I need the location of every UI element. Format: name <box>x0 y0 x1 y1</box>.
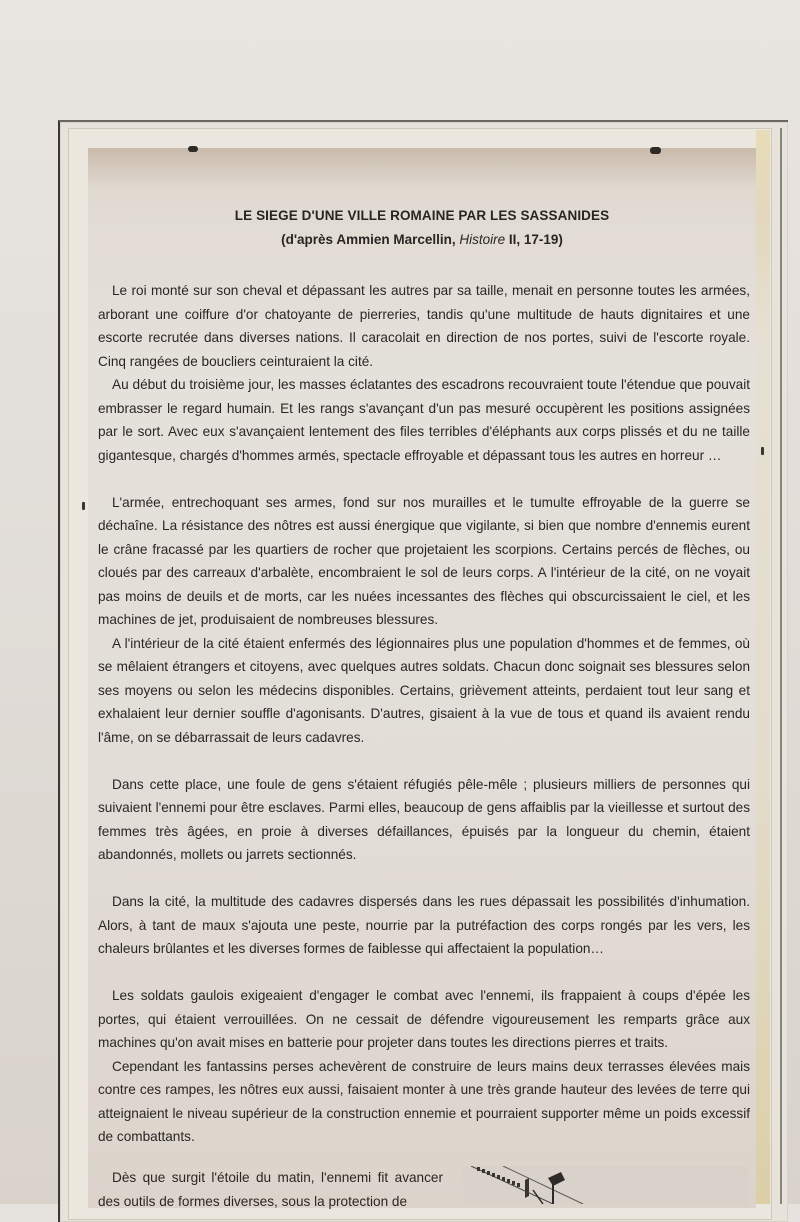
paragraph: Cependant les fantassins perses achevèrent de construire de leurs mains deux terrasses élevées mais contre ces rampes, les nôtres eux aussi, faisaient monter à une très grande hauteur des levées de terre qui atteignaient le niveau supérieur de la construction ennemie et pourraient supporter même un poids excessif de combattants. <box>98 1058 750 1144</box>
panel-subtitle <box>88 232 756 247</box>
panel-body-continued <box>98 1166 443 1213</box>
panel-body <box>98 279 750 1149</box>
paragraph: A l'intérieur de la cité étaient enfermés des légionnaires plus une population d'hommes et de femmes, où se mêlaient étrangers et citoyens, avec quelques autres soldats. Chacun donc soignait ses blessures selon ses moyens ou selon les médecins disponibles. Certains, grièvement atteints, perdaient tout leur sang et exhalaient leur dernier souffle d'agonisants. D'autres, gisaient à la vue de tous et quand ils avaient rendu l'âme, on se débarrassait de leurs cadavres. <box>98 635 750 745</box>
paragraph: Dans cette place, une foule de gens s'étaient réfugiés pêle-mêle ; plusieurs milliers de personnes qui suivaient l'ennemi pour être esclaves. Parmi elles, beaucoup de gens affaiblis par la vieillesse et surtout des femmes très âgées, en proie à diverses défaillances, épuisés par la longueur du chemin, étaient abandonnés, mollets ou jarrets sectionnés. <box>98 776 750 862</box>
subtitle-suffix: II, 17-19) <box>505 232 563 247</box>
paragraph: Les soldats gaulois exigeaient d'engager le combat avec l'ennemi, ils frappaient à coups d'épée les portes, qui étaient verrouillées. On ne cessait de défendre vigoureusement les remparts grâce aux machines qu'on avait mises en batterie pour projeter dans toutes les directions pierres et traits. <box>98 988 750 1050</box>
screw-icon <box>188 146 198 152</box>
subtitle-work: Histoire <box>459 232 506 247</box>
frame-stain <box>756 130 770 1204</box>
frame-mark <box>82 502 85 510</box>
paragraph: Dès que surgit l'étoile du matin, l'ennemi fit avancer des outils de formes diverses, sous la protection de <box>98 1170 443 1209</box>
paragraph: Le roi monté sur son cheval et dépassant les autres par sa taille, menait en personne toutes les armées, arborant une coiffure d'or chatoyante de pierreries, tandis qu'une multitude de hauts dignitaires et une escorte recrutée dans diverses nations. Il caracolait en direction de nos portes, suivi de l'escorte royale. Cinq rangées de boucliers ceinturaient la cité. <box>98 283 750 369</box>
screw-icon <box>650 147 661 154</box>
panel-title: LE SIEGE D'UNE VILLE ROMAINE PAR LES SASSANIDES <box>234 208 610 223</box>
frame-edge <box>780 128 782 1204</box>
panel-top-shadow <box>88 148 756 188</box>
siege-illustration <box>463 1166 748 1204</box>
frame-mark <box>761 447 764 455</box>
paragraph: L'armée, entrechoquant ses armes, fond sur nos murailles et le tumulte effroyable de la guerre se déchaîne. La résistance des nôtres est aussi énergique que vigilante, si bien que nombre d'ennemis eurent le crâne fracassé par les quartiers de rocher que projetaient les scorpions. Certains percés de flèches, ou cloués par des carreaux d'arbalète, encombraient le sol de leurs corps. A l'intérieur de la cité, on ne voyait pas moins de deuils et de morts, car les nuées incessantes des flèches qui obscurcissaient le ciel, et les machines de jet, produisaient de nombreuses blessures. <box>98 494 750 627</box>
paragraph: Dans la cité, la multitude des cadavres dispersés dans les rues dépassait les possibilités d'inhumation. Alors, à tant de maux s'ajouta une peste, nourrie par la putréfaction des corps rongés par les vers, les chaleurs brûlantes et les diverses formes de faiblesse qui affectaient la population… <box>98 894 750 956</box>
subtitle-prefix: (d'après Ammien Marcellin, <box>281 232 460 247</box>
siege-ramp-drawing <box>463 1166 748 1204</box>
paragraph: Au début du troisième jour, les masses éclatantes des escadrons recouvraient toute l'étendue que pouvait embrasser le regard humain. Et les rangs s'avançant d'un pas mesuré occupèrent les positions assignées par le sort. Avec eux s'avançaient lentement des files terribles d'éléphants aux corps plissés et du ne taille gigantesque, chargés d'hommes armés, spectacle effroyable et dépassant tous les autres en horreur … <box>98 377 750 463</box>
